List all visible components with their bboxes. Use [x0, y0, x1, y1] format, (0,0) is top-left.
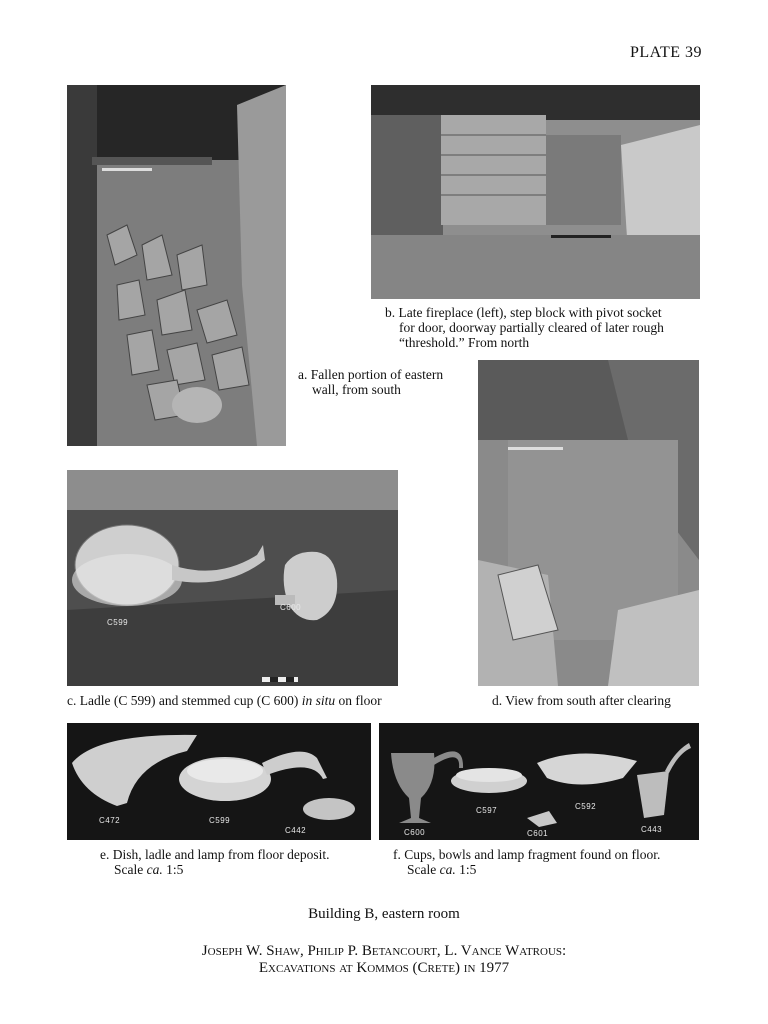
label-c592: C592	[575, 802, 597, 811]
section-title: Building B, eastern room	[308, 906, 460, 922]
label-c600-f: C600	[404, 828, 426, 837]
photo-d-view-from-south	[478, 360, 699, 686]
caption-c: c. Ladle (C 599) and stemmed cup (C 600) in situ on floor	[67, 693, 382, 708]
label-c601: C601	[527, 829, 549, 838]
publication-line: Excavations at Kommos (Crete) in 1977	[258, 960, 510, 976]
photo-b-fireplace	[371, 85, 700, 299]
label-c599-e: C599	[209, 816, 231, 825]
photo-c-ladle-cup-in-situ	[67, 470, 398, 686]
photo-e-dish-ladle-lamp	[67, 723, 371, 840]
caption-e: e. Dish, ladle and lamp from floor deposit. Scale ca. 1:5	[100, 847, 330, 877]
caption-a: a. Fallen portion of eastern wall, from south	[298, 367, 444, 397]
photo-f-cups-bowls-lamp	[379, 723, 699, 840]
caption-b: b. Late fireplace (left), step block with pivot socket for door, doorway partially cleared of later rough “threshold.” From north	[385, 305, 664, 350]
plate-number: PLATE 39	[630, 44, 702, 61]
label-c472: C472	[99, 816, 121, 825]
label-c442: C442	[285, 826, 307, 835]
caption-d: d. View from south after clearing	[492, 693, 671, 708]
label-c597: C597	[476, 806, 498, 815]
label-c600: C600	[280, 603, 302, 612]
photo-a-fallen-wall	[67, 85, 286, 446]
authors-line: Joseph W. Shaw, Philip P. Betancourt, L. Vance Watrous:	[201, 943, 567, 959]
caption-f: f. Cups, bowls and lamp fragment found on floor. Scale ca. 1:5	[393, 847, 661, 877]
label-c443: C443	[641, 825, 663, 834]
label-c599: C599	[107, 618, 129, 627]
